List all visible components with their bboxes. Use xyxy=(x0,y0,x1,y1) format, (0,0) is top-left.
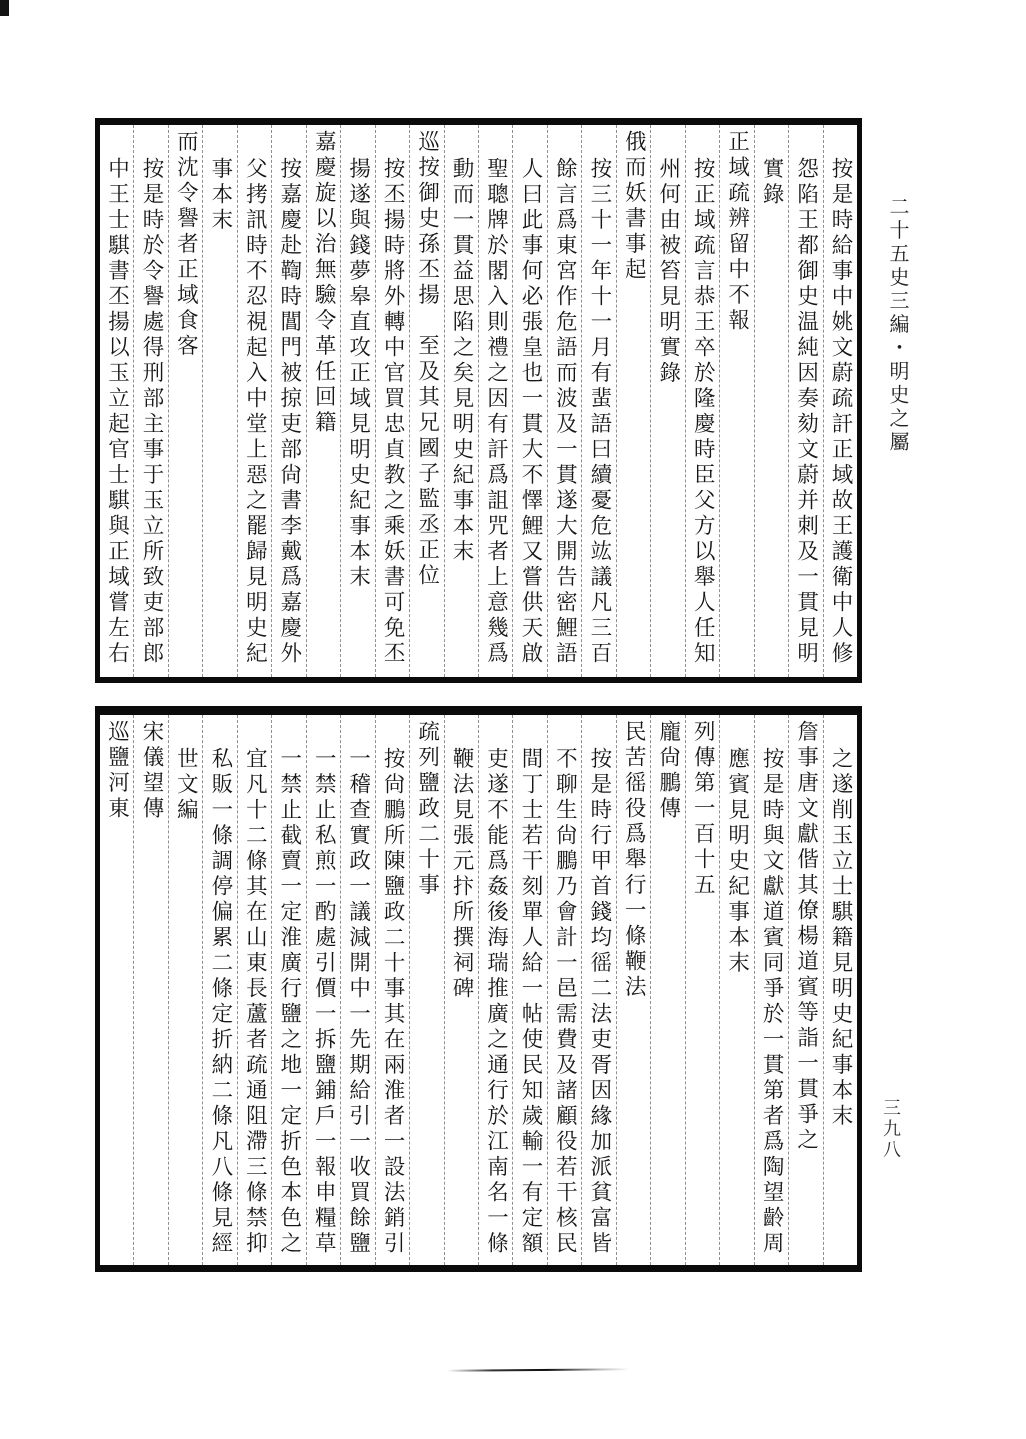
column-text: 按三十一年十一月有蜚語曰續憂危竑議凡三百 xyxy=(586,157,612,667)
text-column xyxy=(685,125,719,677)
column-text: 詹事唐文獻偕其僚楊道賓等詣一貫爭之 xyxy=(793,720,819,1154)
column-text: 鞭法見張元抃所撰祠碑 xyxy=(449,747,475,1002)
column-text: 按是時於令譽處得刑部主事于玉立所致吏部郎 xyxy=(138,157,164,667)
text-column xyxy=(202,715,236,1265)
column-text: 列傳第一百十五 xyxy=(690,720,716,899)
column-text: 聖聰牌於閣入則禮之因有訐爲詛咒者上意幾爲 xyxy=(483,157,509,667)
text-column xyxy=(719,125,753,677)
column-text: 吏遂不能爲姦後海瑞推廣之通行於江南名一條 xyxy=(483,747,509,1257)
text-column xyxy=(512,715,546,1265)
text-column xyxy=(478,125,512,677)
column-text: 而沈令譽者正域食客 xyxy=(173,130,199,360)
column-text: 巡鹽河東 xyxy=(104,720,130,822)
column-text: 按尙鵬所陳鹽政二十事其在兩淮者一設法銷引 xyxy=(380,747,406,1257)
text-column xyxy=(133,125,167,677)
column-text: 動而一貫益思陷之矣見明史紀事本末 xyxy=(449,157,475,565)
ink-line-artifact xyxy=(447,1368,629,1372)
text-column xyxy=(788,715,822,1265)
text-column xyxy=(306,125,340,677)
column-text: 一稽查實政一議減開中一先期給引一收買餘鹽 xyxy=(345,747,371,1257)
column-text: 嘉慶旋以治無驗令革任回籍 xyxy=(311,130,337,436)
page-number: 三九八 xyxy=(880,1098,901,1161)
column-text: 人曰此事何必張皇也一貫大不懌鯉又嘗供天啟 xyxy=(517,157,543,667)
column-text: 事本末 xyxy=(207,157,233,234)
text-column xyxy=(650,125,684,677)
column-text: 一禁止私煎一酌處引價一拆鹽鋪戶一報申糧草 xyxy=(311,747,337,1257)
column-text: 中王士騏書丕揚以玉立起官士騏與正域嘗左右 xyxy=(104,157,130,667)
text-column xyxy=(754,125,788,677)
column-text: 揚遂與錢夢皋直攻正域見明史紀事本末 xyxy=(345,157,371,591)
text-column xyxy=(478,715,512,1265)
text-column xyxy=(306,715,340,1265)
upper-text-block xyxy=(95,118,862,683)
column-text: 龐尙鵬傳 xyxy=(655,720,681,822)
text-column xyxy=(823,715,857,1265)
column-text: 父拷訊時不忍視起入中堂上惡之罷歸見明史紀 xyxy=(242,157,268,667)
column-text: 不聊生尙鵬乃會計一邑需費及諸顧役若干核民 xyxy=(552,747,578,1257)
column-text: 按丕揚時將外轉中官買忠貞教之乘妖書可免丕 xyxy=(380,157,406,667)
column-text: 俄而妖書事起 xyxy=(621,130,647,283)
lower-text-block xyxy=(95,706,862,1272)
column-text: 州何由被笞見明實錄 xyxy=(655,157,681,387)
column-text: 餘言爲東宮作危語而波及一貫遂大開告密鯉語 xyxy=(552,157,578,667)
column-text: 按是時與文獻道賓同爭於一貫第者爲陶望齡周 xyxy=(759,747,785,1257)
text-column xyxy=(444,125,478,677)
column-text: 怨陷王都御史温純因奏劾文蔚并刺及一貫見明 xyxy=(793,157,819,667)
column-text: 一禁止截賣一定淮廣行鹽之地一定折色本色之 xyxy=(276,747,302,1257)
text-column xyxy=(788,125,822,677)
text-column xyxy=(616,125,650,677)
column-text: 民苦徭役爲舉行一條鞭法 xyxy=(621,720,647,1001)
text-column xyxy=(823,125,857,677)
column-text: 按嘉慶赴鞫時閶門被掠吏部尙書李戴爲嘉慶外 xyxy=(276,157,302,667)
text-column xyxy=(685,715,719,1265)
scan-speck xyxy=(0,0,9,16)
column-text: 宋儀望傳 xyxy=(138,720,164,822)
column-text: 疏列鹽政二十事 xyxy=(414,720,440,899)
text-column xyxy=(547,715,581,1265)
column-text: 之遂削玉立士騏籍見明史紀事本末 xyxy=(828,747,854,1130)
text-column xyxy=(547,125,581,677)
margin-series-title: 二十五史三編・明史之屬 xyxy=(886,196,910,455)
text-column xyxy=(581,125,615,677)
text-column xyxy=(168,715,202,1265)
text-column xyxy=(271,125,305,677)
text-column xyxy=(133,715,167,1265)
text-column xyxy=(375,125,409,677)
column-text: 宜凡十二條其在山東長蘆者疏通阻滯三條禁抑 xyxy=(242,747,268,1257)
text-column xyxy=(100,715,133,1265)
text-column xyxy=(100,125,133,677)
text-column xyxy=(409,715,443,1265)
column-text: 巡按御史孫丕揚 至及其兄國子監丞正位 xyxy=(414,130,440,589)
text-column xyxy=(754,715,788,1265)
column-text: 應賓見明史紀事本末 xyxy=(724,747,750,977)
text-column xyxy=(719,715,753,1265)
text-column xyxy=(444,715,478,1265)
text-column xyxy=(375,715,409,1265)
text-column xyxy=(237,125,271,677)
text-column xyxy=(512,125,546,677)
text-column xyxy=(581,715,615,1265)
column-text: 間丁士若干刻單人給一帖使民知歲輸一有定額 xyxy=(517,747,543,1257)
text-column xyxy=(650,715,684,1265)
column-text: 按正域疏言恭王卒於隆慶時臣父方以舉人任知 xyxy=(690,157,716,667)
text-column xyxy=(168,125,202,677)
column-text: 私販一條調停偏累二條定折納二條凡八條見經 xyxy=(207,747,233,1257)
text-column xyxy=(340,715,374,1265)
column-text: 正域疏辨留中不報 xyxy=(724,130,750,334)
column-text: 實錄 xyxy=(759,157,785,208)
text-column xyxy=(616,715,650,1265)
column-text: 按是時給事中姚文蔚疏訐正域故王護衛中人修 xyxy=(828,157,854,667)
text-column xyxy=(237,715,271,1265)
text-column xyxy=(271,715,305,1265)
text-column xyxy=(202,125,236,677)
column-text: 按是時行甲首錢均徭二法吏胥因緣加派貧富皆 xyxy=(586,747,612,1257)
text-column xyxy=(340,125,374,677)
column-text: 世文編 xyxy=(173,747,199,824)
text-column xyxy=(409,125,443,677)
